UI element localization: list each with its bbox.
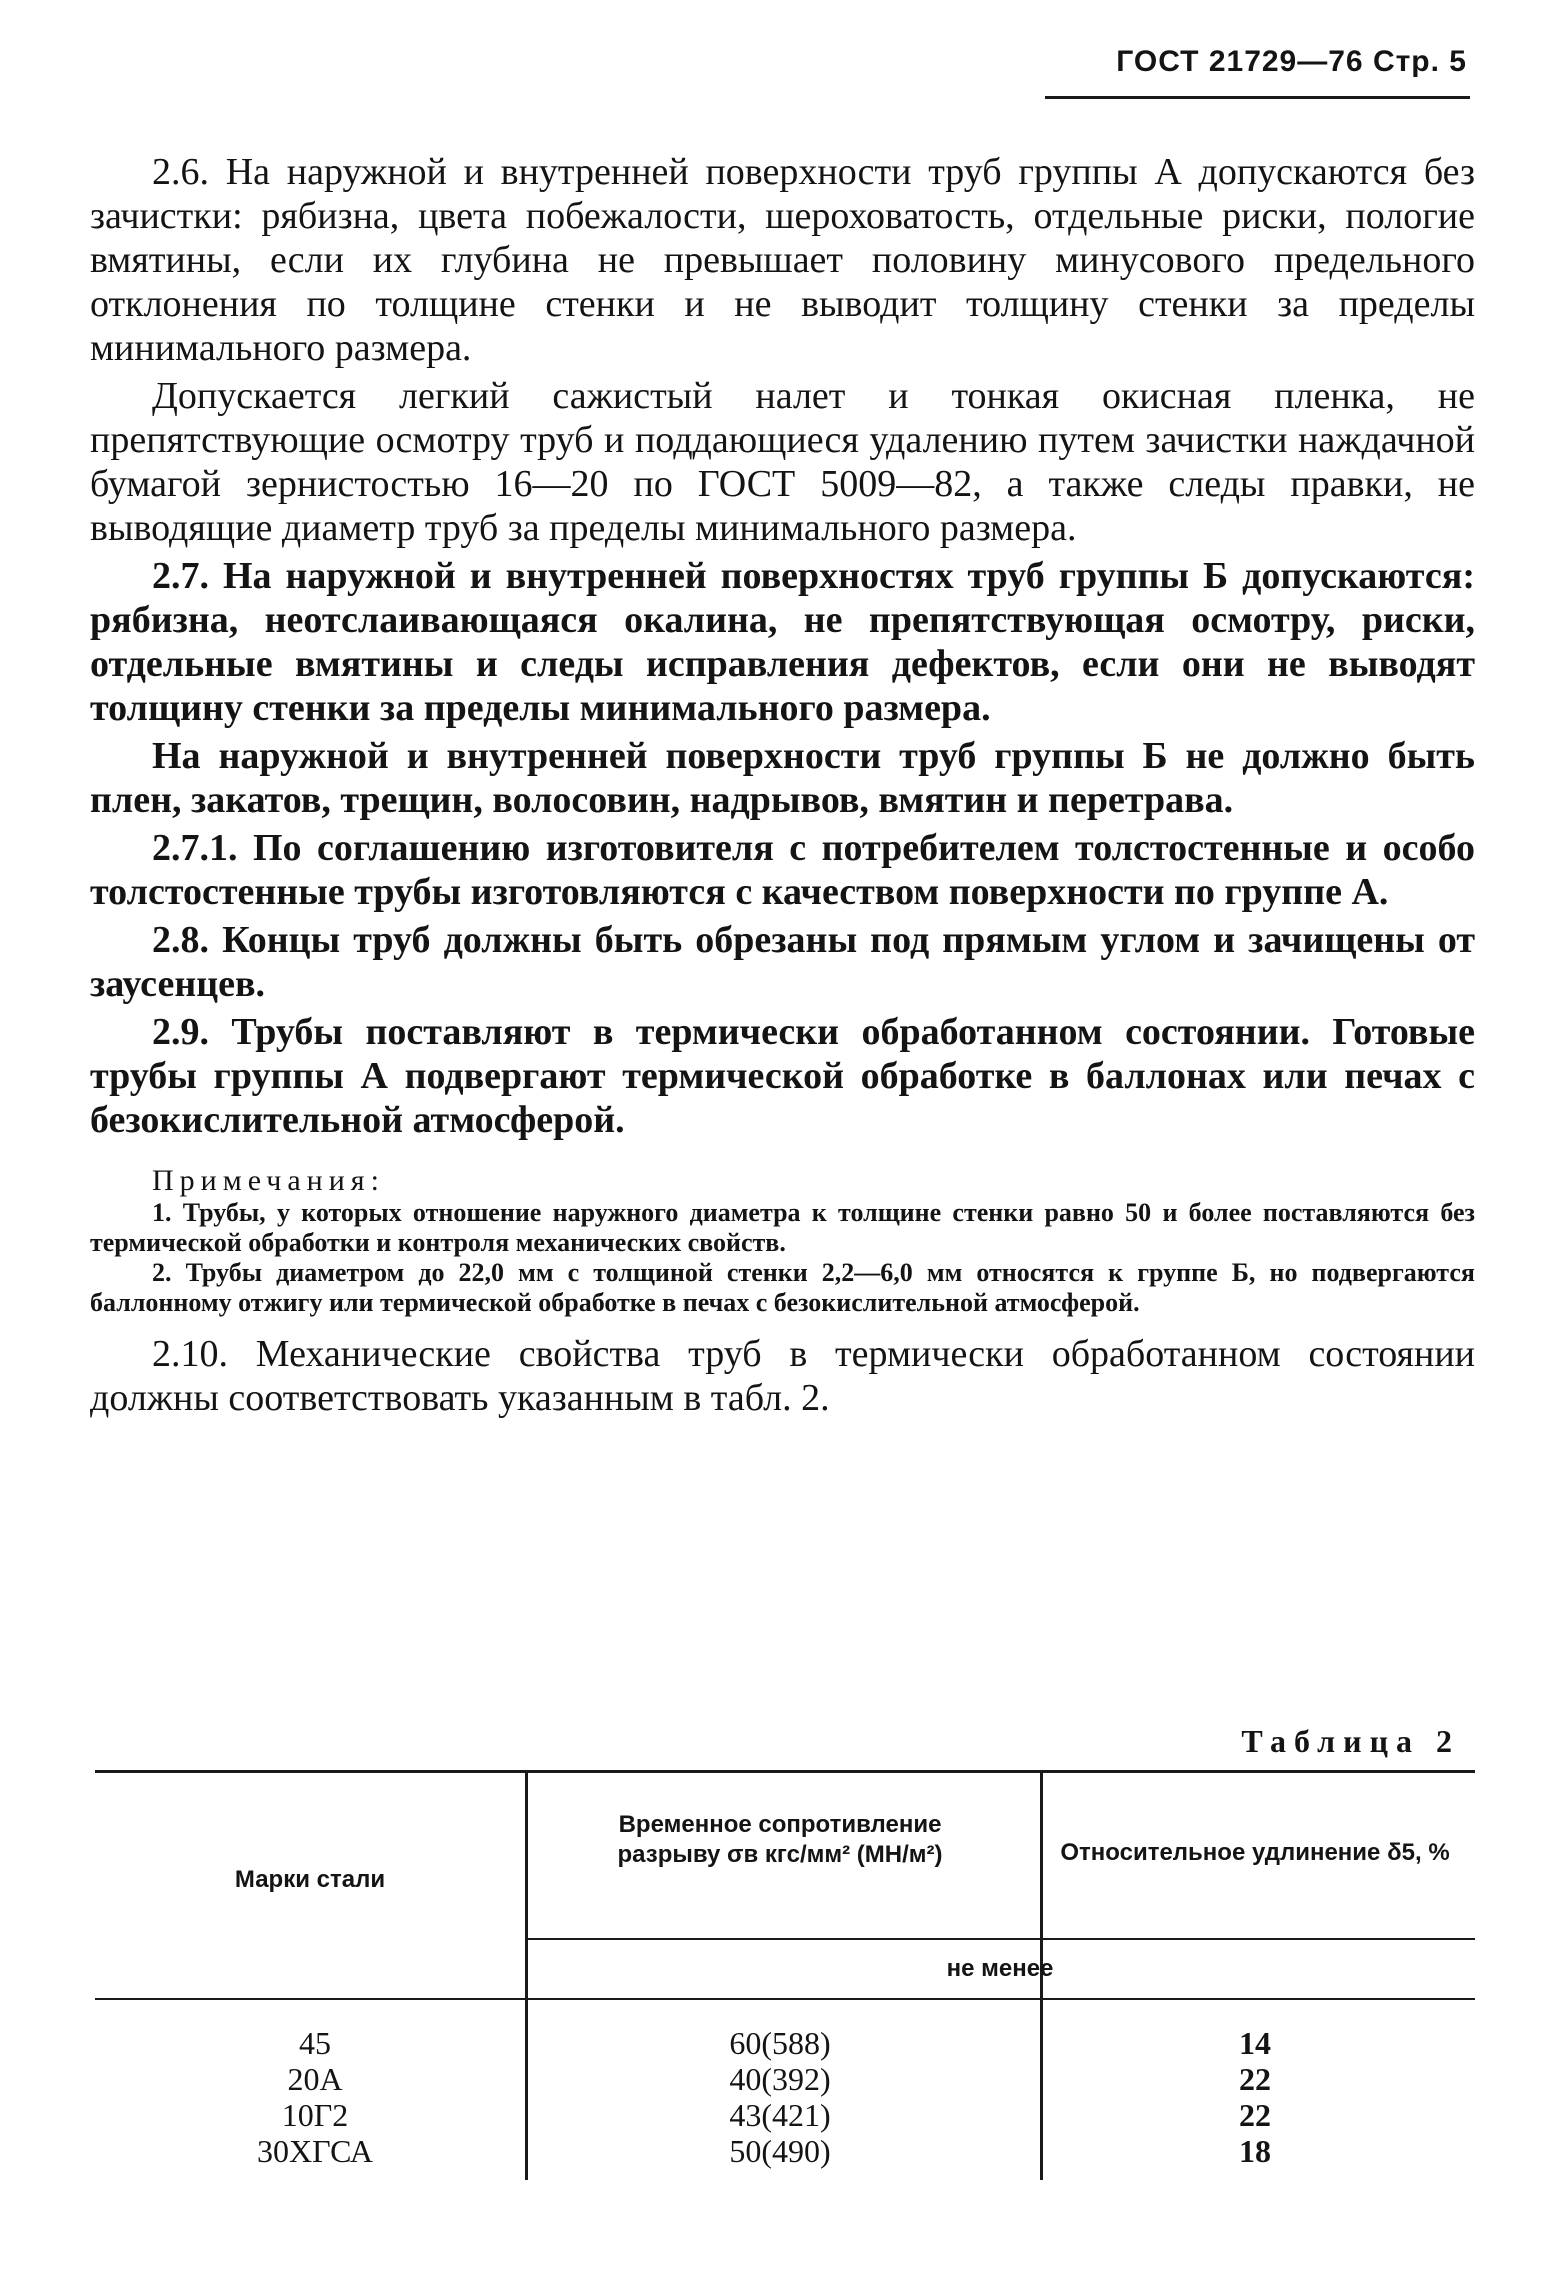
table-title: Таблица 2 [1241, 1723, 1460, 1759]
cell-grade: 10Г2 [281, 2097, 349, 2133]
paragraph-2-7: 2.7. На наружной и внутренней поверхностях труб группы Б допускаются: рябизна, неотслаивающаяся окалина, не препятствующая осмотру, риски, отдельные вмятины и следы исправления дефектов, если они не выводят толщину стенки за пределы минимального размера. [90, 555, 1475, 729]
paragraph-2-10: 2.10. Механические свойства труб в термически обработанном состоянии должны соответствовать указанным в табл. 2. [90, 1333, 1475, 1419]
table-header-bottom-rule [95, 1998, 1475, 2000]
column-tensile-strength [655, 2025, 905, 2169]
cell-grade: 45 [299, 2025, 331, 2061]
paragraph-2-6-cont: Допускается легкий сажистый налет и тонкая окисная пленка, не препятствующие осмотру труб и поддающиеся удалению путем зачистки наждачной бумагой зернистостью 16—20 по ГОСТ 5009—82, а также следы правки, не выводящие диаметр труб за пределы минимального размера. [90, 375, 1475, 549]
cell-strength: 50(490) [729, 2133, 831, 2169]
cell-elongation: 22 [1239, 2061, 1271, 2097]
header-rule [1045, 96, 1470, 99]
page-header: ГОСТ 21729—76 Стр. 5 [1116, 45, 1467, 78]
cell-strength: 40(392) [729, 2061, 831, 2097]
header-tensile-strength: Временное сопротивление разрыву σв кгс/мм² (МН/м²) [617, 1811, 943, 1868]
header-elongation: Относительное удлинение δ5, % [1060, 1839, 1450, 1866]
paragraph-2-9: 2.9. Трубы поставляют в термически обработанном состоянии. Готовые трубы группы А подвергают термической обработке в баллонах или печах с безокислительной атмосферой. [90, 1011, 1475, 1141]
table-top-rule [95, 1770, 1475, 1773]
cell-grade: 30ХГСА [256, 2133, 374, 2169]
note-1: 1. Трубы, у которых отношение наружного диаметра к толщине стенки равно 50 и более поставляются без термической обработки и контроля механических свойств. [90, 1198, 1475, 1257]
table-2 [95, 1770, 1475, 2180]
cell-strength: 43(421) [729, 2097, 831, 2133]
notes-block [90, 1166, 1475, 1318]
column-elongation [1195, 2025, 1315, 2169]
cell-elongation: 18 [1239, 2133, 1271, 2169]
paragraph-2-7-1: 2.7.1. По соглашению изготовителя с потребителем толстостенные и особо толстостенные трубы изготовляются с качеством поверхности по группе А. [90, 827, 1475, 913]
cell-strength: 60(588) [729, 2025, 831, 2061]
notes-title: Примечания: [152, 1164, 385, 1197]
paragraph-2-8: 2.8. Концы труб должны быть обрезаны под прямым углом и зачищены от заусенцев. [90, 919, 1475, 1005]
paragraph-2-6: 2.6. На наружной и внутренней поверхности труб группы А допускаются без зачистки: рябизна, цвета побежалости, шероховатость, отдельные риски, пологие вмятины, если их глубина не превышает половину минусового предельного отклонения по толщине стенки и не выводит толщину стенки за пределы минимального размера. [90, 151, 1475, 369]
document-body [90, 150, 1475, 1424]
paragraph-2-7-cont: На наружной и внутренней поверхности труб группы Б не должно быть плен, закатов, трещин, волосовин, надрывов, вмятин и перетрава. [90, 735, 1475, 821]
column-steel-grades [175, 2025, 455, 2169]
cell-elongation: 14 [1239, 2025, 1271, 2061]
table-subheader-rule [525, 1938, 1475, 1940]
header-not-less-than: не менее [946, 1955, 1054, 1982]
cell-grade: 20А [287, 2061, 343, 2097]
header-steel-grade: Марки стали [234, 1866, 386, 1893]
cell-elongation: 22 [1239, 2097, 1271, 2133]
note-2: 2. Трубы диаметром до 22,0 мм с толщиной стенки 2,2—6,0 мм относятся к группе Б, но подвергаются баллонному отжигу или термической обработке в печах с безокислительной атмосферой. [90, 1258, 1475, 1317]
